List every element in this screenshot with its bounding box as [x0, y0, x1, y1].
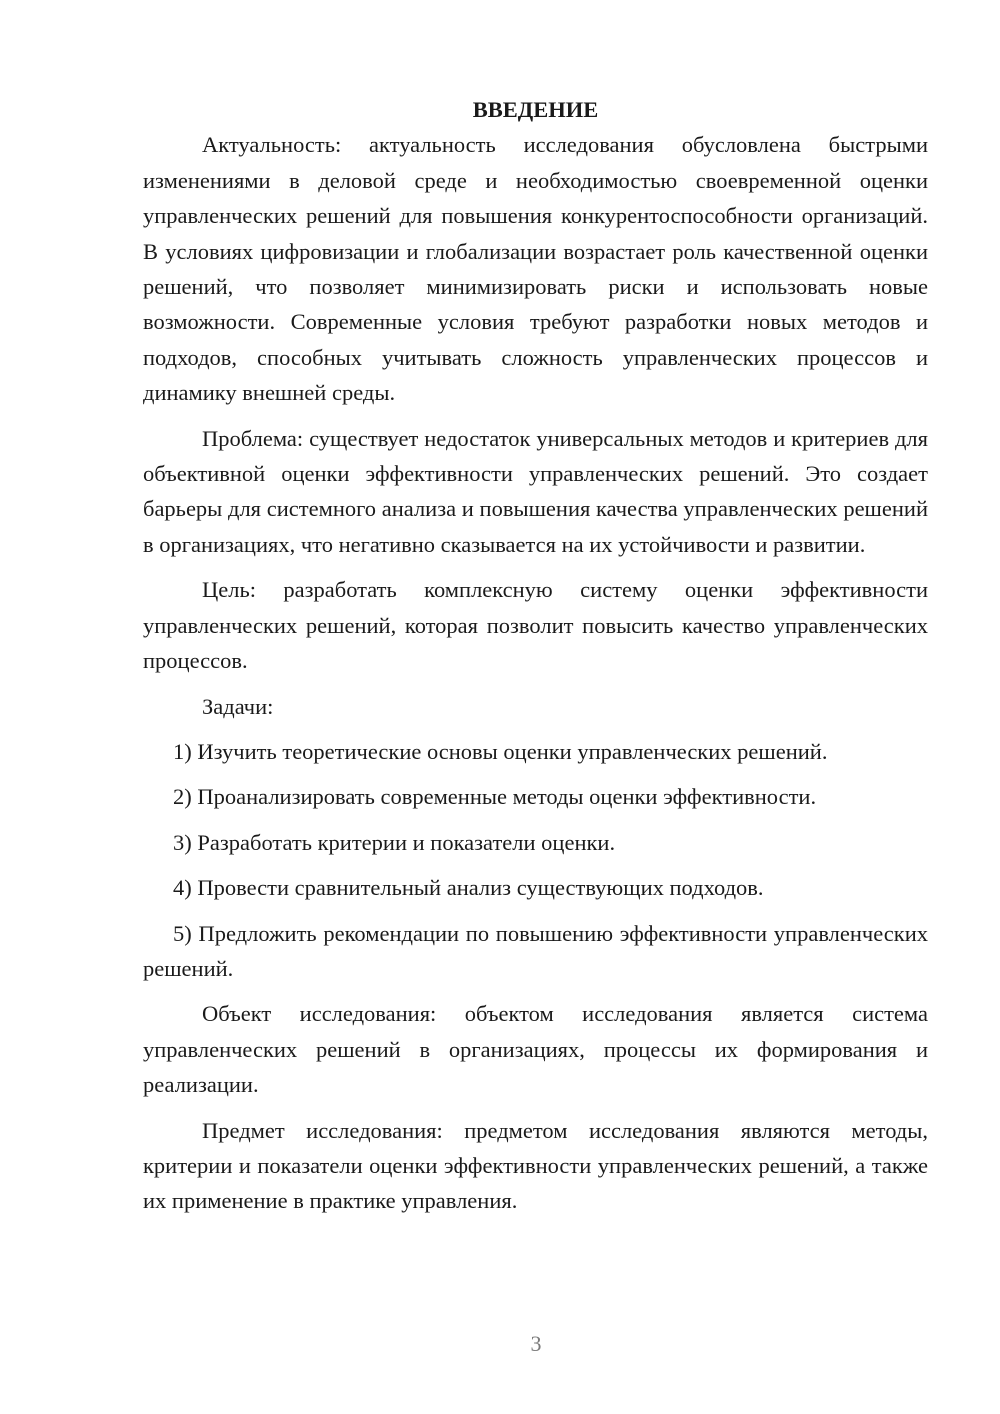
tasks-list	[143, 734, 928, 986]
paragraph-relevance: Актуальность: актуальность исследования обусловлена быстрыми изменениями в деловой среде и необходимостью своевременной оценки управленческих решений для повышения конкурентоспособности организаций. В условиях цифровизации и глобализации возрастает роль качественной оценки решений, что позволяет минимизировать риски и использовать новые возможности. Современные условия требуют разработки новых методов и подходов, способных учитывать сложность управленческих процессов и динамику внешней среды.	[143, 132, 928, 406]
page-title: ВВЕДЕНИЕ	[472, 97, 599, 122]
paragraph-subject: Предмет исследования: предметом исследования являются методы, критерии и показатели оценки эффективности управленческих решений, а также их применение в практике управления.	[143, 1117, 928, 1214]
list-item: 4) Провести сравнительный анализ существующих подходов.	[173, 875, 764, 901]
list-item: 1) Изучить теоретические основы оценки управленческих решений.	[173, 738, 828, 764]
paragraph-object: Объект исследования: объектом исследования является система управленческих решений в организациях, процессы их формирования и реализации.	[143, 1001, 928, 1098]
list-item: 2) Проанализировать современные методы оценки эффективности.	[173, 784, 817, 810]
paragraph-goal: Цель: разработать комплексную систему оценки эффективности управленческих решений, которая позволит повысить качество управленческих процессов.	[143, 577, 928, 674]
page-number: 3	[530, 1331, 542, 1356]
list-item: 5) Предложить рекомендации по повышению эффективности управленческих решений.	[143, 920, 928, 981]
list-item: 3) Разработать критерии и показатели оценки.	[173, 829, 616, 855]
tasks-heading: Задачи:	[202, 693, 274, 719]
document-body	[143, 92, 928, 1229]
paragraph-problem: Проблема: существует недостаток универсальных методов и критериев для объективной оценки эффективности управленческих решений. Это создает барьеры для системного анализа и повышения качества управленческих решений в организациях, что негативно сказывается на их устойчивости и развитии.	[143, 425, 928, 557]
